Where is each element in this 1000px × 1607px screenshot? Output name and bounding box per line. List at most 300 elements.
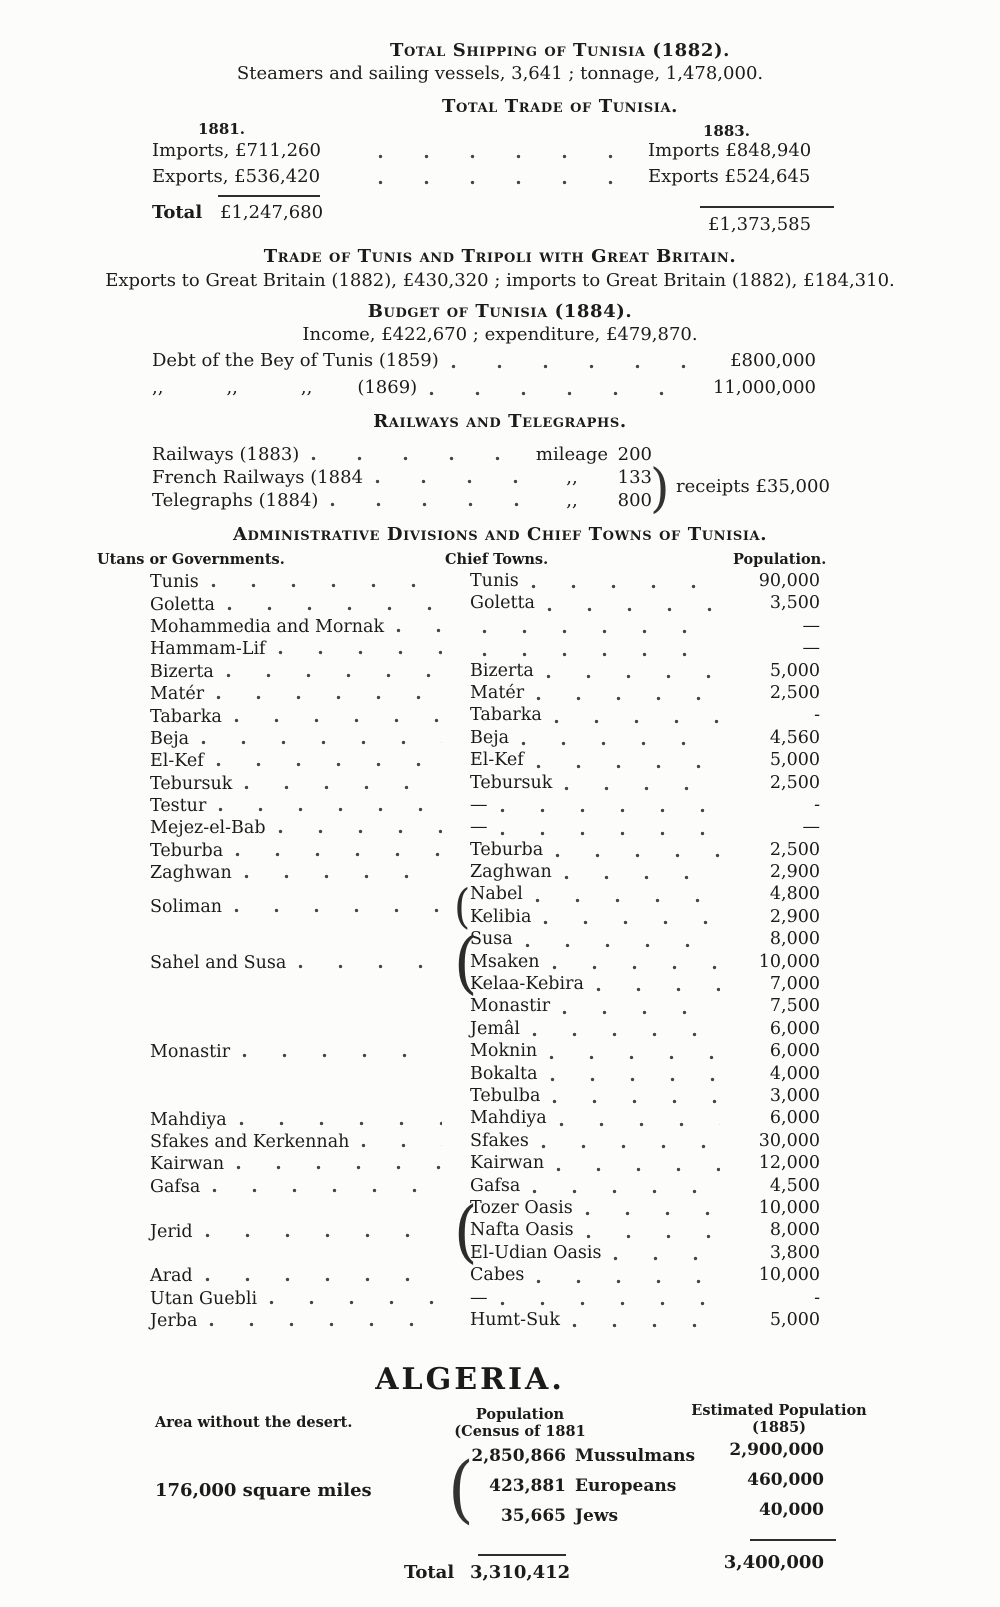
admin-row	[0, 1192, 1000, 1271]
census-group-label: Jews	[575, 1506, 619, 1527]
town-line	[470, 1041, 820, 1063]
utan-name: Tunis	[150, 572, 199, 593]
town-name: Tebursuk	[470, 772, 553, 793]
town-list	[470, 616, 820, 638]
leader-dots	[532, 1032, 720, 1037]
town-name: Tabarka	[470, 705, 542, 726]
debt-row	[0, 347, 1000, 374]
leader-dots	[244, 785, 442, 790]
leader-dots	[546, 674, 720, 679]
debt-value: 11,000,000	[712, 377, 816, 398]
utan-name: Kairwan	[150, 1154, 225, 1175]
population-value: 3,000	[769, 1085, 820, 1106]
algeria-estimated-total: 3,400,000	[723, 1552, 824, 1574]
leader-dots	[554, 719, 720, 724]
town-line	[470, 1310, 820, 1332]
trade-exports-row	[0, 164, 1000, 190]
leader-dots	[541, 1144, 720, 1149]
utan-cell	[150, 595, 454, 615]
gb-trade-line: Exports to Great Britain (1882), £430,320 ; imports to Great Britain (1882), £184,310.	[105, 270, 895, 291]
algeria-census-column	[466, 1446, 718, 1536]
railway-row	[0, 489, 652, 512]
utan-name: Arad	[150, 1266, 193, 1287]
town-list	[470, 795, 820, 817]
town-name: Tozer Oasis	[470, 1197, 573, 1218]
utan-cell	[150, 572, 454, 592]
railway-mileage: 200	[617, 444, 652, 465]
railways-block	[0, 443, 1000, 519]
leader-dots	[482, 652, 720, 657]
railway-unit: mileage	[535, 444, 609, 465]
trade-title: Total Trade of Tunisia.	[441, 96, 679, 117]
leader-dots	[564, 875, 720, 880]
utan-name: Beja	[150, 728, 190, 749]
admin-row	[0, 862, 1000, 884]
railway-label: Telegraphs (1884)	[152, 490, 319, 511]
admin-row	[0, 571, 1000, 593]
debt-rows	[0, 347, 1000, 401]
algeria-estimated-header	[688, 1402, 870, 1436]
utan-cell	[150, 897, 454, 917]
utan-name: El-Kef	[150, 751, 204, 772]
town-name: Gafsa	[470, 1175, 521, 1196]
town-line	[470, 750, 820, 772]
admin-row	[0, 1108, 1000, 1130]
population-value: 2,500	[769, 772, 820, 793]
admin-title: Administrative Divisions and Chief Towns of Tunisia.	[232, 524, 768, 545]
utan-name: Tabarka	[150, 706, 222, 727]
utan-name: Jerba	[150, 1311, 198, 1332]
town-list	[470, 1153, 820, 1175]
population-value: 6,000	[769, 1018, 820, 1039]
utan-cell	[150, 841, 454, 861]
utan-cell	[150, 639, 454, 659]
railway-mileage: 800	[617, 490, 652, 511]
population-value: -	[814, 705, 820, 726]
leader-dots	[500, 808, 721, 813]
admin-row	[0, 1176, 1000, 1198]
leader-dots	[500, 1301, 721, 1306]
town-line	[470, 728, 820, 750]
population-value: 5,000	[769, 660, 820, 681]
town-name: Monastir	[470, 996, 551, 1017]
utan-name: Sfakes and Kerkennah	[150, 1131, 350, 1152]
town-name: Humt-Suk	[470, 1309, 560, 1330]
grouping-brace-icon: (	[454, 923, 478, 1003]
town-line	[470, 1198, 820, 1220]
leader-dots	[378, 154, 636, 159]
budget-line: Income, £422,670 ; expenditure, £479,870.	[302, 324, 698, 345]
town-name: —	[470, 1287, 488, 1308]
leader-dots	[613, 1256, 720, 1261]
town-line	[470, 571, 820, 593]
leader-dots	[531, 584, 720, 589]
admin-row	[0, 840, 1000, 862]
leader-dots	[564, 786, 720, 791]
admin-row	[0, 728, 1000, 750]
leader-dots	[209, 1322, 442, 1327]
leader-dots	[278, 650, 442, 655]
exports-1883: Exports £524,645	[648, 166, 811, 187]
utan-name: Mejez-el-Bab	[150, 818, 266, 839]
town-name: Tebulba	[470, 1085, 541, 1106]
population-value: 3,500	[769, 593, 820, 614]
leader-dots	[212, 1188, 442, 1193]
admin-row	[0, 1310, 1000, 1332]
leader-dots	[201, 740, 442, 745]
leader-dots	[556, 1167, 720, 1172]
utan-cell	[150, 707, 454, 727]
town-list	[470, 728, 820, 750]
total-1883: £1,373,585	[708, 214, 812, 235]
leader-dots	[536, 764, 720, 769]
utan-cell	[150, 1110, 454, 1130]
town-list	[470, 1288, 820, 1310]
town-list	[470, 840, 820, 862]
population-value: -	[814, 794, 820, 815]
algeria-title: ALGERIA.	[375, 1362, 565, 1398]
leader-dots	[396, 628, 442, 633]
debt-row	[0, 374, 1000, 401]
admin-row	[0, 661, 1000, 683]
town-list	[470, 571, 820, 593]
population-value: 2,900	[769, 906, 820, 927]
admin-row	[0, 616, 1000, 638]
town-name: Tunis	[470, 571, 519, 591]
leader-dots	[552, 1099, 720, 1104]
town-line	[470, 840, 820, 862]
population-value: 6,000	[769, 1041, 820, 1062]
town-list	[470, 1176, 820, 1198]
railway-label: French Railways (1884	[152, 467, 364, 488]
town-line	[470, 661, 820, 683]
town-name: Sfakes	[470, 1130, 529, 1151]
town-line	[470, 705, 820, 727]
town-line	[470, 1064, 820, 1086]
population-value: 6,000	[769, 1108, 820, 1129]
leader-dots	[236, 1165, 442, 1170]
estimated-total-rule	[750, 1539, 836, 1541]
town-name: Goletta	[470, 593, 535, 614]
leader-dots	[555, 853, 720, 858]
admin-row	[0, 638, 1000, 660]
town-list	[470, 750, 820, 772]
budget-title: Budget of Tunisia (1884).	[367, 301, 633, 322]
town-name: Zaghwan	[470, 862, 552, 883]
population-value: —	[802, 638, 820, 659]
exports-1881: Exports, £536,420	[152, 166, 321, 187]
town-name: Mahdiya	[470, 1108, 547, 1129]
leader-dots	[227, 606, 442, 611]
debt-label: ,, ,, ,, (1869)	[152, 377, 418, 398]
admin-row	[0, 996, 1000, 1108]
railway-rows	[0, 443, 1000, 519]
town-line	[470, 1153, 820, 1175]
town-name: Nabel	[470, 884, 523, 905]
debt-label: Debt of the Bey of Tunis (1859)	[152, 350, 439, 371]
town-line	[470, 974, 820, 996]
town-name: Matér	[470, 682, 525, 703]
admin-row	[0, 923, 1000, 1003]
utan-name: Hammam-Lif	[150, 639, 266, 660]
town-list	[470, 683, 820, 705]
population-value: -	[814, 1287, 820, 1308]
utan-name: Sahel and Susa	[150, 952, 287, 973]
leader-dots	[535, 898, 720, 903]
town-line	[470, 593, 820, 615]
leader-dots	[216, 695, 442, 700]
census-group-label: Europeans	[575, 1476, 677, 1497]
leader-dots	[559, 1122, 720, 1127]
leader-dots	[521, 741, 720, 746]
utan-name: Matér	[150, 684, 205, 705]
debt-value: £800,000	[730, 350, 816, 371]
estimated-value: 2,900,000	[729, 1440, 824, 1461]
leader-dots	[552, 965, 720, 970]
town-line	[470, 862, 820, 884]
town-list	[470, 1310, 820, 1332]
utan-cell	[150, 796, 454, 816]
utan-name: Monastir	[150, 1042, 231, 1063]
railways-receipts: receipts £35,000	[676, 476, 830, 497]
leader-dots	[586, 1234, 720, 1239]
estimated-header-line2: (1885)	[751, 1419, 807, 1437]
town-list	[470, 661, 820, 683]
population-value: 4,000	[769, 1063, 820, 1084]
town-list	[470, 1198, 820, 1265]
population-value: 8,000	[769, 1220, 820, 1241]
leader-dots	[543, 920, 720, 925]
town-list	[470, 773, 820, 795]
town-line	[470, 952, 820, 974]
utan-name: Soliman	[150, 896, 223, 917]
census-group-label: Mussulmans	[575, 1446, 696, 1467]
admin-row	[0, 1288, 1000, 1310]
leader-dots	[244, 874, 442, 879]
estimated-value: 460,000	[747, 1470, 824, 1491]
utan-cell	[150, 863, 454, 883]
total-label: Total	[152, 202, 203, 223]
population-value: 4,560	[769, 727, 820, 748]
algeria-area-header: Area without the desert.	[155, 1414, 353, 1432]
admin-row	[0, 1153, 1000, 1175]
population-value: 30,000	[758, 1130, 820, 1151]
town-line	[470, 817, 820, 839]
town-line	[470, 795, 820, 817]
population-value: 5,000	[769, 750, 820, 771]
town-name: Bokalta	[470, 1063, 538, 1084]
utan-cell	[150, 1132, 454, 1152]
utan-cell	[150, 774, 454, 794]
admin-row	[0, 593, 1000, 615]
leader-dots	[549, 1055, 720, 1060]
census-row	[466, 1476, 718, 1506]
utan-cell	[150, 751, 454, 771]
gb-trade-title: Trade of Tunis and Tripoli with Great Britain.	[263, 246, 737, 267]
town-list	[470, 862, 820, 884]
admin-row	[0, 750, 1000, 772]
utan-cell	[150, 1042, 454, 1062]
town-name: Moknin	[470, 1041, 538, 1062]
town-line	[470, 929, 820, 951]
census-row	[466, 1446, 718, 1476]
utan-cell	[150, 729, 454, 749]
population-value: 8,000	[769, 929, 820, 950]
admin-row	[0, 1265, 1000, 1287]
census-number: 35,665	[500, 1506, 566, 1527]
town-name: Cabes	[470, 1265, 525, 1286]
grouping-brace-icon: (	[454, 878, 471, 934]
admin-row	[0, 683, 1000, 705]
population-value: —	[802, 615, 820, 636]
town-line	[470, 616, 820, 638]
town-name: —	[470, 817, 488, 838]
town-line	[470, 1243, 820, 1265]
town-name: Jemâl	[470, 1018, 520, 1039]
leader-dots	[525, 943, 720, 948]
admin-row	[0, 705, 1000, 727]
railways-title: Railways and Telegraphs.	[373, 411, 627, 432]
leader-dots	[451, 364, 692, 369]
admin-row	[0, 817, 1000, 839]
population-value: 3,800	[769, 1242, 820, 1263]
utan-name: Mohammedia and Mornak	[150, 616, 385, 637]
town-line	[470, 1019, 820, 1041]
utan-cell	[150, 818, 454, 838]
leader-dots	[572, 1323, 720, 1328]
leader-dots	[235, 852, 442, 857]
admin-table-body	[0, 571, 1000, 1332]
leader-dots	[311, 456, 522, 461]
utan-cell	[150, 662, 454, 682]
leader-dots	[239, 1121, 442, 1126]
utan-cell	[150, 1311, 454, 1331]
leader-dots	[205, 1233, 442, 1238]
header-chief-towns: Chief Towns.	[445, 551, 549, 568]
town-name: Bizerta	[470, 660, 534, 681]
utan-cell	[150, 684, 454, 704]
leader-dots	[562, 1010, 720, 1015]
population-header-line2: (Census of 1881	[454, 1423, 586, 1441]
railway-unit: ,,	[566, 490, 578, 511]
utan-name: Zaghwan	[150, 863, 232, 884]
leader-dots	[226, 673, 442, 678]
town-name: El-Kef	[470, 750, 524, 771]
town-line	[470, 1086, 820, 1108]
town-line	[470, 1108, 820, 1130]
algeria-total-label: Total	[404, 1562, 455, 1584]
imports-1883: Imports £848,940	[648, 140, 812, 161]
town-name: Susa	[470, 929, 513, 950]
town-line	[470, 907, 820, 929]
trade-years-row	[0, 120, 1000, 138]
population-value: 7,000	[769, 974, 820, 995]
town-name: Kairwan	[470, 1153, 545, 1174]
leader-dots	[429, 391, 692, 396]
shipping-line: Steamers and sailing vessels, 3,641 ; tonnage, 1,478,000.	[236, 63, 764, 84]
town-list	[470, 996, 820, 1108]
town-name: Beja	[470, 727, 510, 748]
algeria-estimated-column	[700, 1440, 824, 1530]
town-list	[470, 1265, 820, 1287]
population-value: 10,000	[758, 951, 820, 972]
leader-dots	[234, 908, 442, 913]
population-value: 2,500	[769, 682, 820, 703]
town-name: Teburba	[470, 839, 544, 860]
leader-dots	[278, 829, 442, 834]
trade-imports-row	[0, 138, 1000, 164]
population-value: 90,000	[758, 571, 820, 591]
town-line	[470, 1288, 820, 1310]
town-line	[470, 638, 820, 660]
utan-name: Mahdiya	[150, 1109, 227, 1130]
leader-dots	[234, 718, 442, 723]
population-value: 2,900	[769, 862, 820, 883]
population-value: 2,500	[769, 839, 820, 860]
leader-dots	[482, 629, 720, 634]
town-list	[470, 638, 820, 660]
admin-row	[0, 878, 1000, 934]
town-name: Nafta Oasis	[470, 1220, 574, 1241]
town-line	[470, 1265, 820, 1287]
year-left-label: 1881.	[198, 120, 245, 138]
utan-name: Teburba	[150, 840, 224, 861]
town-line	[470, 996, 820, 1018]
town-line	[470, 1176, 820, 1198]
utan-cell	[150, 1222, 454, 1242]
leader-dots	[536, 696, 720, 701]
grouping-brace-icon: )	[650, 457, 670, 519]
utan-name: Goletta	[150, 594, 215, 615]
header-population: Population.	[733, 551, 827, 568]
algeria-census-total: 3,310,412	[470, 1562, 571, 1584]
town-list	[470, 884, 820, 929]
utan-name: Bizerta	[150, 661, 214, 682]
leader-dots	[378, 180, 636, 185]
utan-cell	[150, 1154, 454, 1174]
town-name: Kelibia	[470, 906, 532, 927]
leader-dots	[596, 987, 720, 992]
utan-name: Utan Guebli	[150, 1288, 258, 1309]
utan-name: Gafsa	[150, 1176, 201, 1197]
admin-row	[0, 795, 1000, 817]
grouping-brace-icon: (	[454, 1192, 478, 1271]
shipping-title: Total Shipping of Tunisia (1882).	[390, 40, 730, 61]
algeria-population-header	[430, 1406, 610, 1440]
town-line	[470, 683, 820, 705]
leader-dots	[536, 1279, 720, 1284]
town-list	[470, 1131, 820, 1153]
admin-row	[0, 1131, 1000, 1153]
total-rule-left	[218, 195, 320, 197]
leader-dots	[216, 762, 442, 767]
utan-cell	[150, 953, 454, 973]
town-line	[470, 1131, 820, 1153]
railway-label: Railways (1883)	[152, 444, 300, 465]
leader-dots	[500, 831, 721, 836]
leader-dots	[269, 1300, 442, 1305]
leader-dots	[218, 807, 442, 812]
population-value: 10,000	[758, 1265, 820, 1286]
algeria-section	[0, 1362, 1000, 1607]
leader-dots	[361, 1143, 442, 1148]
railway-row	[0, 443, 652, 466]
population-value: —	[802, 817, 820, 838]
town-list	[470, 1108, 820, 1130]
leader-dots	[532, 1189, 720, 1194]
leader-dots	[330, 502, 522, 507]
railway-unit: ,,	[566, 467, 578, 488]
